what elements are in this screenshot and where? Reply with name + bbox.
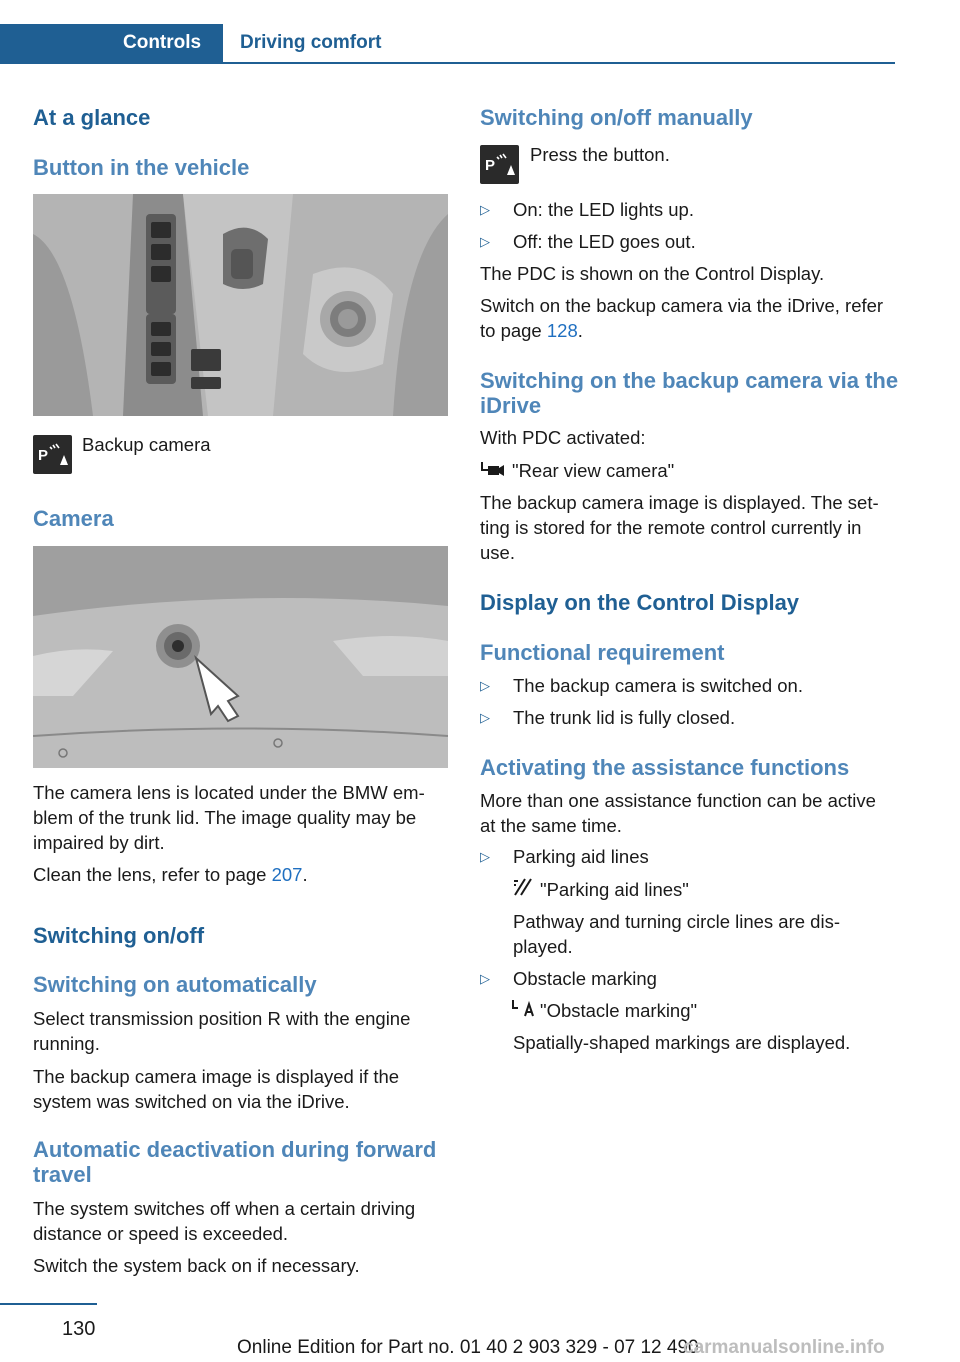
switching-auto-heading: Switching on automatically — [33, 972, 317, 997]
assist-text-line-1: More than one assistance function can be active — [480, 790, 876, 811]
auto-text-line-4: system was switched on via the iDrive. — [33, 1091, 350, 1112]
image-text-line-1: The backup camera image is displayed. The set‐ — [480, 492, 879, 513]
bullet-icon: ▷ — [480, 202, 490, 217]
camera-heading: Camera — [33, 506, 114, 531]
manual-heading: Switching on/off manually — [480, 105, 753, 130]
assist-text-line-2: at the same time. — [480, 815, 622, 836]
obstacle-menu: "Obstacle marking" — [540, 1000, 698, 1021]
assist-heading: Activating the assistance functions — [480, 755, 850, 780]
svg-text:P: P — [485, 157, 496, 174]
trunk-lid-photo — [33, 546, 448, 768]
req-item-1: The backup camera is switched on. — [513, 675, 803, 696]
page-207-link[interactable]: 207 — [271, 864, 303, 885]
rear-camera-icon — [480, 460, 506, 480]
trunk-illustration — [33, 546, 448, 768]
req-item-2: The trunk lid is fully closed. — [513, 707, 736, 728]
parking-lines-item: Parking aid lines — [513, 846, 649, 867]
display-heading: Display on the Control Display — [480, 590, 800, 615]
obstacle-marking-icon — [511, 998, 537, 1018]
header-subsection: Driving comfort — [240, 32, 382, 53]
switch-idrive-label: to page — [480, 320, 542, 341]
page-number: 130 — [62, 1318, 96, 1340]
bullet-icon: ▷ — [480, 234, 490, 249]
footer-rule — [0, 1303, 97, 1305]
lens-text-line-3: impaired by dirt. — [33, 832, 165, 853]
with-pdc-text: With PDC activated: — [480, 427, 646, 448]
switch-idrive-line-2 — [480, 318, 583, 343]
parking-desc-line-2: played. — [513, 936, 573, 957]
auto-text-line-2: running. — [33, 1033, 100, 1054]
lens-text-line-1: The camera lens is located under the BMW em‐ — [33, 782, 425, 803]
on-item: On: the LED lights up. — [513, 199, 694, 220]
off-item: Off: the LED goes out. — [513, 231, 696, 252]
obstacle-item: Obstacle marking — [513, 968, 657, 989]
obstacle-desc: Spatially-shaped markings are displayed. — [513, 1032, 851, 1053]
vehicle-console-photo — [33, 194, 448, 416]
clean-lens-label: Clean the lens, refer to page — [33, 864, 267, 885]
via-idrive-heading-1: Switching on the backup camera via the — [480, 368, 899, 393]
pdc-shown-text: The PDC is shown on the Control Display. — [480, 263, 825, 284]
console-illustration — [33, 194, 448, 416]
auto-text-line-1: Select transmission position R with the engine — [33, 1008, 411, 1029]
switching-onoff-heading: Switching on/off — [33, 923, 205, 948]
parking-desc-line-1: Pathway and turning circle lines are dis‐ — [513, 911, 840, 932]
rear-view-camera-menu: "Rear view camera" — [512, 460, 675, 481]
at-a-glance-heading: At a glance — [33, 105, 151, 130]
page-header — [0, 24, 895, 64]
pdc-button-icon-small — [480, 145, 519, 184]
switch-idrive-line-1: Switch on the backup camera via the iDrive, refer — [480, 295, 884, 316]
page-128-link[interactable]: 128 — [546, 320, 578, 341]
backup-camera-label: Backup camera — [82, 434, 211, 455]
svg-text:P: P — [38, 447, 49, 464]
auto-text-line-3: The backup camera image is displayed if the — [33, 1066, 400, 1087]
parking-lines-icon — [511, 877, 537, 897]
functional-req-heading: Functional requirement — [480, 640, 725, 665]
via-idrive-heading-2: iDrive — [480, 393, 542, 418]
image-text-line-2: ting is stored for the remote control currently in — [480, 517, 862, 538]
switch-idrive-period: . — [577, 320, 583, 341]
bullet-icon: ▷ — [480, 971, 490, 986]
press-button-text: Press the button. — [530, 144, 670, 165]
edition-footer: Online Edition for Part no. 01 40 2 903 329 - 07 12 490 — [237, 1337, 699, 1358]
clean-lens-text — [33, 862, 308, 887]
auto-deactivation-heading-2: travel — [33, 1162, 92, 1187]
bullet-icon: ▷ — [480, 710, 490, 725]
clean-lens-period: . — [302, 864, 308, 885]
parking-lines-menu: "Parking aid lines" — [540, 879, 689, 900]
auto-deactivation-heading-1: Automatic deactivation during forward — [33, 1137, 437, 1162]
bullet-icon: ▷ — [480, 849, 490, 864]
deact-text-line-1: The system switches off when a certain driving — [33, 1198, 416, 1219]
header-section: Controls — [123, 32, 202, 53]
deact-text-line-3: Switch the system back on if necessary. — [33, 1255, 360, 1276]
bullet-icon: ▷ — [480, 678, 490, 693]
pdc-button-icon — [33, 435, 72, 474]
lens-text-line-2: blem of the trunk lid. The image quality may be — [33, 807, 417, 828]
button-in-vehicle-heading: Button in the vehicle — [33, 155, 250, 180]
watermark: carmanualsonline.info — [683, 1337, 885, 1358]
deact-text-line-2: distance or speed is exceeded. — [33, 1223, 289, 1244]
image-text-line-3: use. — [480, 542, 515, 563]
